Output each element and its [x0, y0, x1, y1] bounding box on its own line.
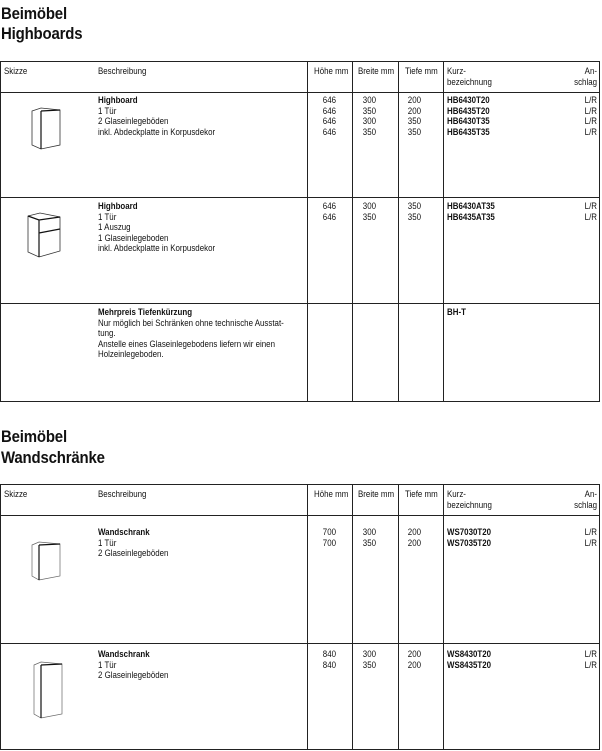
row-tiefe-line: 200	[407, 649, 421, 659]
row-description-line: 2 Glaseinlegeböden	[98, 548, 169, 558]
row-codes	[447, 649, 491, 670]
row-anschlag-line: L/R	[584, 201, 597, 211]
row-description-line: 1 Glaseinlegeboden	[98, 232, 169, 243]
row-breite-line: 350	[362, 537, 376, 548]
cabinet-1-door-icon	[29, 105, 69, 150]
row-codes	[447, 307, 466, 318]
row-name: Highboard	[98, 95, 138, 105]
row-hoehe-line: 840	[322, 649, 336, 659]
row-codes-line: WS8430T20	[447, 649, 492, 659]
row-description-line: 2 Glaseinlegeböden	[98, 116, 169, 126]
row-hoehe-line: 840	[322, 659, 336, 670]
row-breite-line: 300	[362, 527, 376, 537]
row-hoehe-line: 646	[322, 126, 336, 137]
row-tiefe	[408, 201, 421, 222]
row-description-line: 1 Tür	[98, 659, 117, 670]
row-description-line: Nur möglich bei Schränken ohne technische Ausstat-	[98, 317, 284, 328]
row-codes	[447, 201, 495, 222]
row-description	[98, 106, 215, 138]
row-codes-line: HB6435T35	[447, 126, 490, 137]
row-anschlag-line: L/R	[584, 95, 597, 105]
row-codes-line: HB6430AT35	[447, 201, 495, 211]
wandschraenke-table	[0, 484, 600, 750]
row-codes-line: WS7035T20	[447, 537, 492, 548]
row-anschlag-line: L/R	[584, 649, 597, 659]
row-description	[98, 538, 168, 559]
header-beschreibung: Beschreibung	[98, 66, 147, 76]
row-description	[98, 212, 215, 254]
row-hoehe-line: 646	[322, 95, 336, 105]
row-breite	[363, 201, 376, 222]
row-tiefe-line: 350	[407, 201, 421, 211]
row-breite-line: 300	[362, 116, 376, 126]
row-hoehe	[323, 649, 336, 670]
header-hoehe: Höhe mm	[314, 489, 349, 499]
row-name: Wandschrank	[98, 649, 150, 659]
row-description-line: tung.	[98, 328, 116, 338]
row-description-line: 1 Auszug	[98, 222, 131, 232]
row-tiefe-line: 350	[407, 116, 421, 126]
row-breite	[363, 95, 376, 137]
row-codes	[447, 527, 491, 548]
row-hoehe-line: 646	[322, 105, 336, 116]
row-breite-line: 300	[362, 95, 376, 105]
row-anschlag-line: L/R	[584, 537, 597, 548]
row-anschlag	[585, 649, 597, 670]
header-kurz-1: Kurz-	[447, 66, 466, 76]
row-codes-line: HB6430T35	[447, 116, 490, 126]
header-anschlag-2: schlag	[574, 500, 597, 510]
row-tiefe	[408, 649, 421, 670]
tall-wall-cabinet-icon	[31, 660, 67, 720]
row-breite-line: 350	[362, 211, 376, 222]
row-tiefe-line: 350	[407, 211, 421, 222]
row-hoehe-line: 700	[322, 527, 336, 537]
section-title-line1: Beimöbel	[1, 427, 67, 446]
row-codes-line: HB6435AT35	[447, 211, 495, 222]
row-codes-line: HB6435T20	[447, 105, 490, 116]
row-anschlag	[585, 201, 597, 222]
row-description	[98, 660, 168, 681]
row-breite	[363, 527, 376, 548]
header-kurz-2: bezeichnung	[447, 77, 492, 87]
highboards-table	[0, 61, 600, 402]
row-description-line: Holzeinlegeboden.	[98, 349, 164, 359]
row-breite-line: 300	[362, 201, 376, 211]
header-kurz-2: bezeichnung	[447, 500, 492, 510]
section-title-line1: Beimöbel	[1, 4, 67, 23]
section-title-line2: Highboards	[1, 24, 83, 43]
row-breite	[363, 649, 376, 670]
row-description-line: inkl. Abdeckplatte in Korpusdekor	[98, 126, 216, 137]
row-description	[98, 318, 284, 360]
row-anschlag-line: L/R	[584, 659, 597, 670]
header-kurz-1: Kurz-	[447, 489, 466, 499]
section-title-line2: Wandschränke	[1, 448, 105, 467]
row-hoehe-line: 646	[322, 211, 336, 222]
row-tiefe-line: 350	[407, 126, 421, 137]
row-anschlag-line: L/R	[584, 116, 597, 126]
row-breite-line: 350	[362, 659, 376, 670]
header-beschreibung: Beschreibung	[98, 489, 147, 499]
row-tiefe-line: 200	[407, 537, 421, 548]
row-tiefe	[408, 527, 421, 548]
header-hoehe: Höhe mm	[314, 66, 349, 76]
row-description-line: 1 Tür	[98, 105, 117, 116]
row-anschlag	[585, 95, 597, 137]
row-name: Wandschrank	[98, 527, 150, 537]
row-tiefe-line: 200	[407, 527, 421, 537]
row-anschlag	[585, 527, 597, 548]
wall-cabinet-icon	[29, 540, 65, 582]
row-description-line: Anstelle eines Glaseinlegebodens liefern wir einen	[98, 338, 275, 349]
row-description-line: 1 Tür	[98, 211, 117, 222]
row-breite-line: 350	[362, 105, 376, 116]
row-codes-line: BH-T	[447, 307, 466, 317]
row-anschlag-line: L/R	[584, 211, 597, 222]
row-description-line: 2 Glaseinlegeböden	[98, 670, 169, 680]
row-anschlag-line: L/R	[584, 105, 597, 116]
row-description-line: inkl. Abdeckplatte in Korpusdekor	[98, 243, 216, 253]
row-anschlag-line: L/R	[584, 527, 597, 537]
header-anschlag-2: schlag	[574, 77, 597, 87]
header-tiefe: Tiefe mm	[405, 489, 438, 499]
row-hoehe-line: 646	[322, 201, 336, 211]
row-tiefe-line: 200	[407, 659, 421, 670]
row-anschlag-line: L/R	[584, 126, 597, 137]
cabinet-drawer-door-icon	[25, 211, 67, 259]
row-name: Highboard	[98, 201, 138, 211]
row-tiefe-line: 200	[407, 95, 421, 105]
header-skizze: Skizze	[4, 66, 28, 76]
row-codes-line: WS7030T20	[447, 527, 492, 537]
row-name: Mehrpreis Tiefenkürzung	[98, 307, 193, 317]
row-hoehe-line: 646	[322, 116, 336, 126]
row-breite-line: 300	[362, 649, 376, 659]
row-codes-line: HB6430T20	[447, 95, 490, 105]
row-hoehe	[323, 201, 336, 222]
header-breite: Breite mm	[358, 489, 395, 499]
row-codes-line: WS8435T20	[447, 659, 492, 670]
row-description-line: 1 Tür	[98, 537, 117, 548]
row-hoehe	[323, 95, 336, 137]
row-hoehe	[323, 527, 336, 548]
header-skizze: Skizze	[4, 489, 28, 499]
row-breite-line: 350	[362, 126, 376, 137]
row-tiefe	[408, 95, 421, 137]
row-hoehe-line: 700	[322, 537, 336, 548]
row-tiefe-line: 200	[407, 105, 421, 116]
row-codes	[447, 95, 490, 137]
header-anschlag-1: An-	[584, 489, 597, 499]
header-anschlag-1: An-	[584, 66, 597, 76]
header-breite: Breite mm	[358, 66, 395, 76]
header-tiefe: Tiefe mm	[405, 66, 438, 76]
